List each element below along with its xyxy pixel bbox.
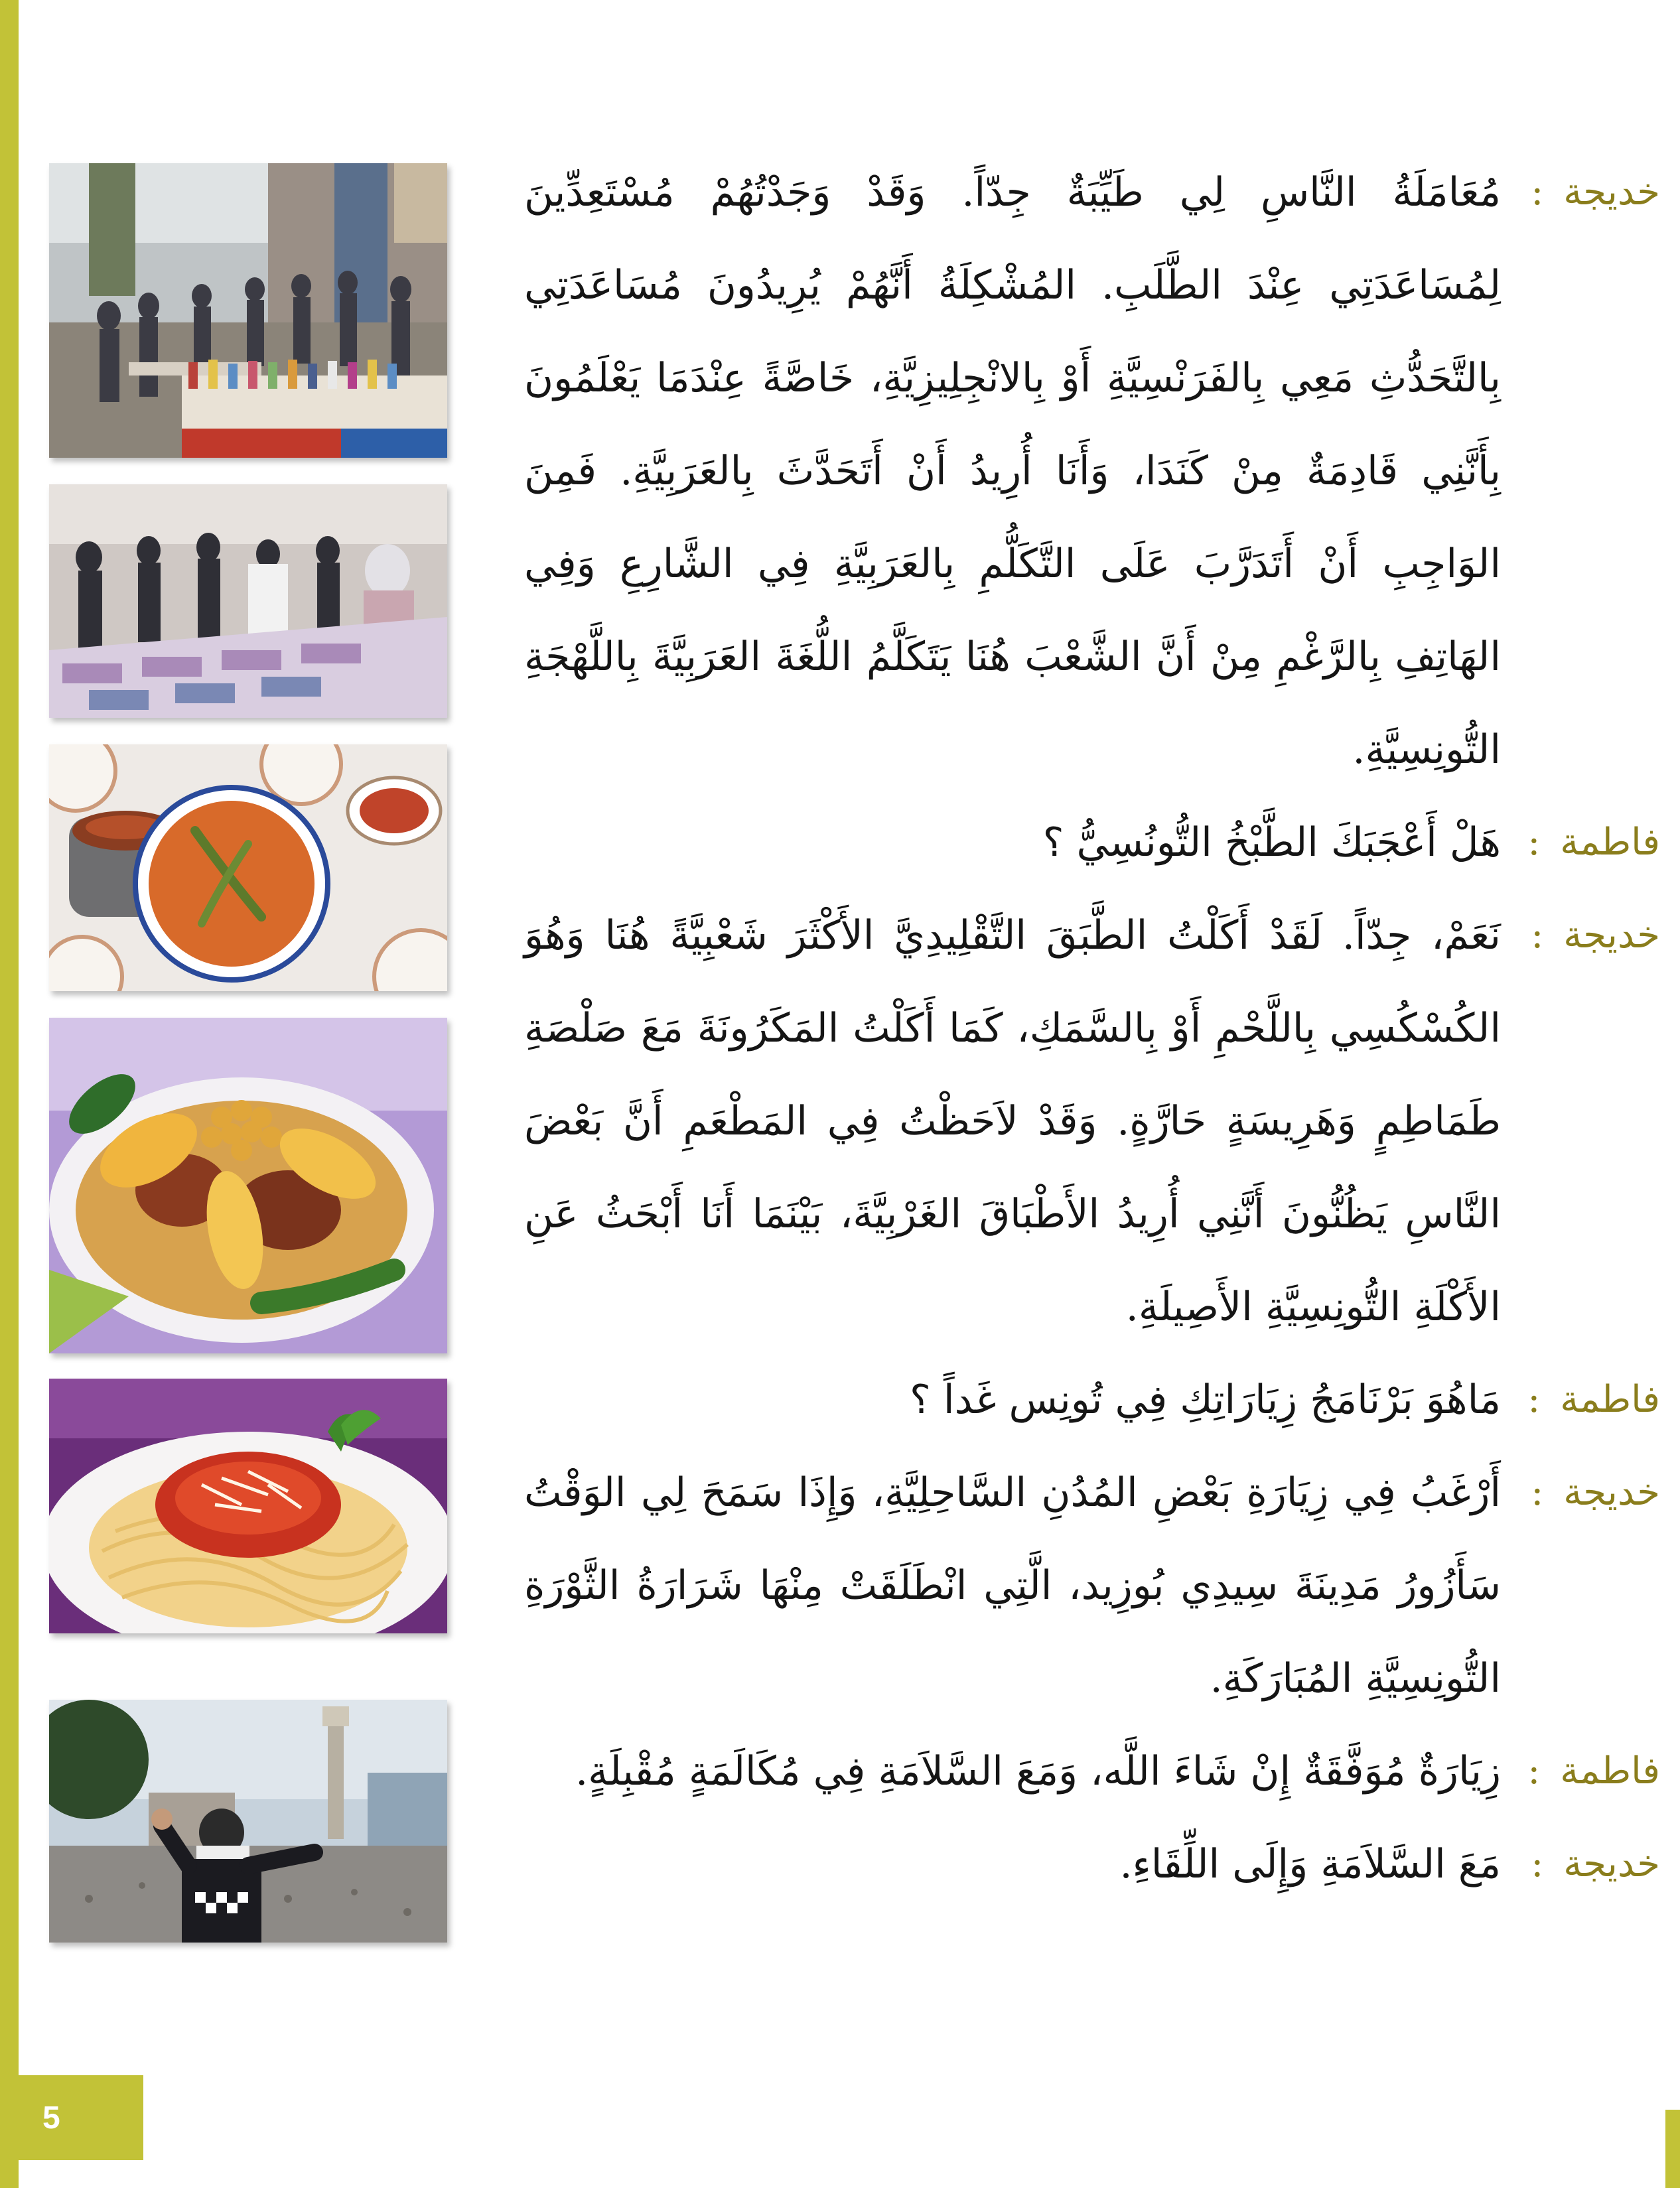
right-edge-tab <box>1665 2110 1680 2188</box>
speech-text: مَعَ السَّلاَمَةِ وَإِلَى اللِّقَاءِ. <box>1119 1841 1501 1887</box>
speech-text: أَرْغَبُ فِي زِيَارَةِ بَعْضِ المُدُنِ السَّاحِلِيَّةِ، وَإِذَا سَمَحَ لِي الوَقْتُ سَأَزُورُ مَدِينَةَ سِيدِي بُوزِيد، الَّتِي انْطَلَقَتْ مِنْهَا شَرَارَةُ الثَّوْرَةِ التُّونِسِيَّةِ المُبَارَكَةِ. <box>524 1470 1501 1702</box>
dialogue-turn-2 <box>524 796 1660 889</box>
speaker-colon: : <box>1531 171 1544 214</box>
speaker-name: فاطمة <box>1560 1749 1660 1793</box>
pasta-dish-photo <box>49 1379 447 1633</box>
couscous-dish-photo <box>49 1018 447 1353</box>
dialogue-turn-3 <box>524 889 1660 1353</box>
left-accent-stripe <box>0 0 19 2188</box>
speaker-colon: : <box>1527 1749 1541 1793</box>
page-number: 5 <box>42 2100 60 2136</box>
speaker-label <box>1501 889 1660 982</box>
dialogue-turn-4 <box>524 1353 1660 1446</box>
speaker-name: خديجة <box>1563 171 1660 214</box>
speaker-name: فاطمة <box>1560 1378 1660 1421</box>
street-market-photo <box>49 163 447 458</box>
speech-text: نَعَمْ، جِدّاً. لَقَدْ أَكَلْتُ الطَّبَقَ التَّقْلِيدِيَّ الأَكْثَرَ شَعْبِيَّةً هُنَا وَهُوَ الكُسْكُسِي بِاللَّحْمِ أَوْ بِالسَّمَكِ، كَمَا أَكَلْتُ المَكَرُونَةَ مَعَ صَلْصَةِ طَمَاطِمٍ وَهَرِيسَةٍ حَارَّةٍ. وَقَدْ لاَحَظْتُ فِي المَطْعَمِ أَنَّ بَعْضَ النَّاسِ يَظُنُّونَ أَنَّنِي أُرِيدُ الأَطْبَاقَ الغَرْبِيَّةَ، بَيْنَمَا أَنَا أَبْحَثُ عَنِ الأَكْلَةِ التُّونِسِيَّةِ الأَصِيلَةِ. <box>524 912 1501 1330</box>
dialogue-turn-5 <box>524 1446 1660 1725</box>
dialogue <box>524 146 1660 1911</box>
speaker-colon: : <box>1531 1471 1544 1514</box>
speaker-label <box>1501 1353 1660 1446</box>
clothes-market-photo <box>49 484 447 718</box>
speech-text: هَلْ أَعْجَبَكَ الطَّبْخُ التُّونُسِيُّ ؟ <box>1042 819 1501 866</box>
dialogue-turn-1 <box>524 146 1660 796</box>
speaker-name: خديجة <box>1563 1842 1660 1885</box>
revolution-street-photo <box>49 1700 447 1943</box>
speaker-name: خديجة <box>1563 914 1660 957</box>
dialogue-turn-6 <box>524 1725 1660 1818</box>
couscous-table-photo <box>49 744 447 991</box>
speaker-label <box>1501 1446 1660 1539</box>
speaker-label <box>1501 1818 1660 1911</box>
speaker-colon: : <box>1531 1842 1544 1885</box>
speaker-label <box>1501 796 1660 889</box>
speech-text: مُعَامَلَةُ النَّاسِ لِي طَيِّبَةٌ جِدّاً. وَقَدْ وَجَدْتُهُمْ مُسْتَعِدِّينَ لِمُسَاعَدَتِي عِنْدَ الطَّلَبِ. المُشْكِلَةُ أَنَّهُمْ يُرِيدُونَ مُسَاعَدَتِي بِالتَّحَدُّثِ مَعِي بِالفَرَنْسِيَّةِ أَوْ بِالانْجِلِيزِيَّةِ، خَاصَّةً عِنْدَمَا يَعْلَمُونَ بِأَنَّنِي قَادِمَةٌ مِنْ كَنَدَا، وَأَنَا أُرِيدُ أَنْ أَتَحَدَّثَ بِالعَرَبِيَّةِ. فَمِنَ الوَاجِبِ أَنْ أَتَدَرَّبَ عَلَى التَّكَلُّمِ بِالعَرَبِيَّةِ فِي الشَّارِعِ وَفِي الهَاتِفِ بِالرَّغْمِ مِنْ أَنَّ الشَّعْبَ هُنَا يَتَكَلَّمُ اللُّغَةَ العَرَبِيَّةَ بِاللَّهْجَةِ التُّونِسِيَّةِ. <box>524 169 1501 773</box>
page-number-box <box>19 2075 143 2160</box>
speaker-colon: : <box>1527 821 1541 864</box>
speech-text: زِيَارَةٌ مُوَفَّقَةٌ إِنْ شَاءَ اللَّه، وَمَعَ السَّلاَمَةِ فِي مُكَالَمَةٍ مُقْبِلَةٍ. <box>575 1748 1501 1795</box>
speaker-colon: : <box>1527 1378 1541 1421</box>
dialogue-turn-7 <box>524 1818 1660 1911</box>
speaker-colon: : <box>1531 914 1544 957</box>
speech-text: مَاهُوَ بَرْنَامَجُ زِيَارَاتِكِ فِي تُونِس غَداً ؟ <box>910 1377 1501 1423</box>
speaker-label <box>1501 1725 1660 1818</box>
speaker-name: فاطمة <box>1560 821 1660 864</box>
speaker-label <box>1501 146 1660 239</box>
speaker-name: خديجة <box>1563 1471 1660 1514</box>
